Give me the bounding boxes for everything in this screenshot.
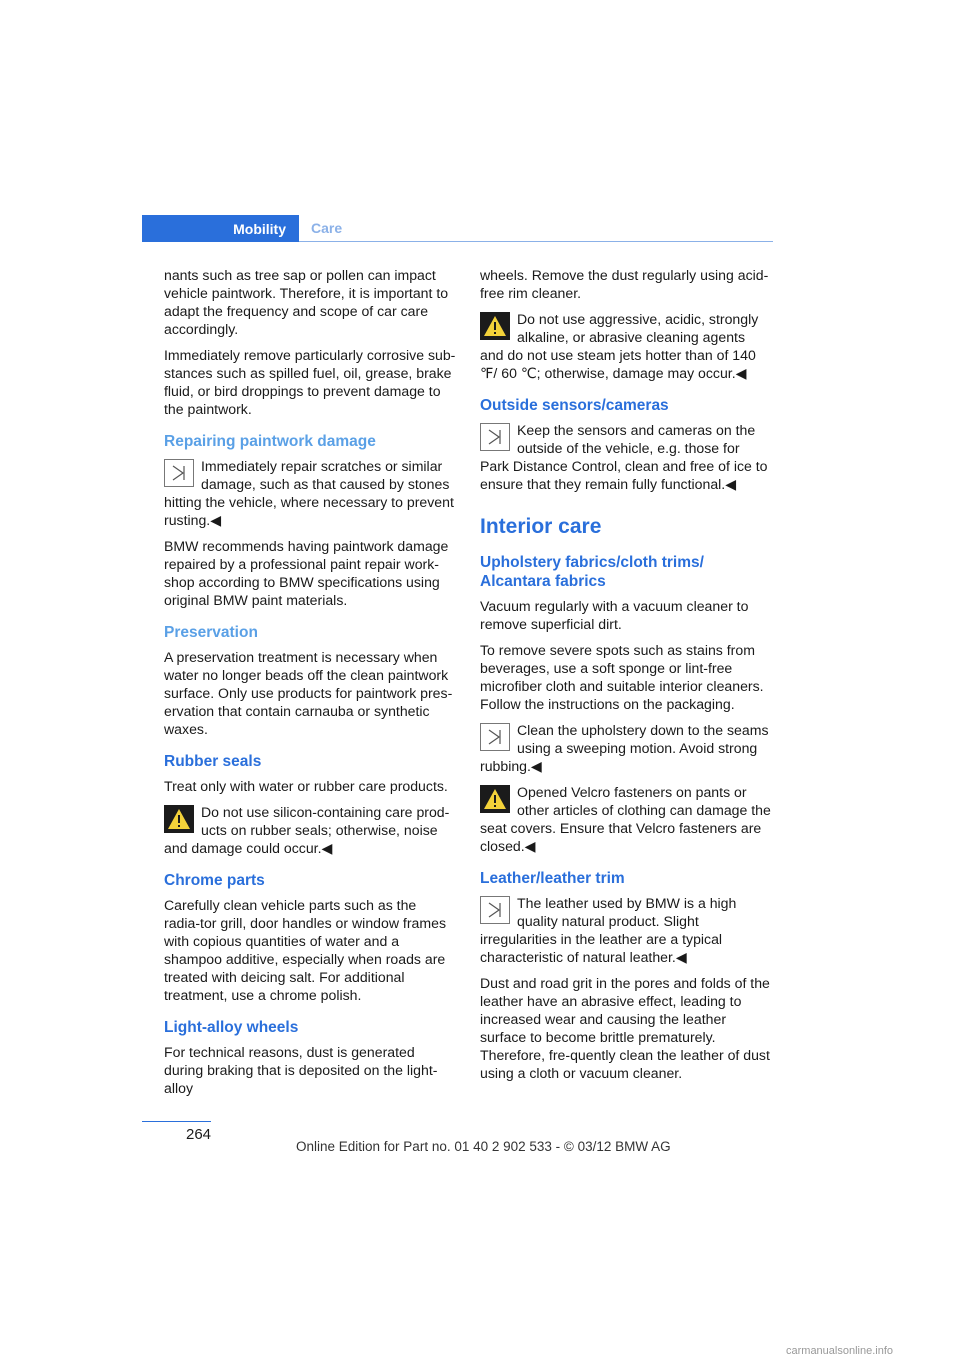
heading-preservation: Preservation — [164, 624, 258, 641]
paragraph: nants such as tree sap or pollen can impact vehicle paintwork. Therefore, it is important to adapt the frequency and scope of car care accordingly. — [164, 267, 449, 337]
heading-outside-sensors: Outside sensors/cameras — [480, 397, 669, 414]
warning-triangle-icon — [164, 805, 194, 833]
paragraph: Vacuum regularly with a vacuum cleaner to remove superficial dirt. — [480, 598, 749, 632]
warning-text: Do not use silicon-containing care prod-ucts on rubber seals; otherwise, noise and damage could occur.◀ — [164, 804, 450, 856]
note-arrow-icon — [164, 459, 194, 487]
section-tab-mobility: Mobility — [142, 215, 299, 242]
note-block — [480, 894, 772, 966]
note-block — [164, 457, 456, 529]
note-block — [480, 421, 772, 493]
heading-light-alloy-wheels: Light-alloy wheels — [164, 1019, 299, 1036]
note-text: Immediately repair scratches or similar damage, such as that caused by stones hitting the vehicle, where necessary to prevent rusting.◀ — [164, 458, 454, 528]
paragraph: A preservation treatment is necessary when water no longer beads off the clean paintwork surface. Only use products for paintwork pres-ervation that contain carnauba or synthetic waxes. — [164, 649, 453, 737]
paragraph: wheels. Remove the dust regularly using acid-free rim cleaner. — [480, 267, 769, 301]
heading-rubber-seals: Rubber seals — [164, 753, 262, 770]
paragraph: BMW recommends having paintwork damage repaired by a professional paint repair work-shop according to BMW specifications using original BMW paint materials. — [164, 538, 449, 608]
note-block — [480, 721, 772, 775]
watermark: carmanualsonline.info — [786, 1345, 894, 1357]
footer-rule — [142, 1121, 211, 1122]
right-column — [480, 266, 772, 1090]
heading-upholstery: Upholstery fabrics/cloth trims/ Alcantara fabrics — [480, 554, 704, 590]
page-header — [142, 215, 773, 243]
note-text: The leather used by BMW is a high quality natural product. Slight irregularities in the leather are a typical characteristic of natural leather.◀ — [480, 895, 737, 965]
note-arrow-icon — [480, 423, 510, 451]
heading-repairing-paintwork: Repairing paintwork damage — [164, 433, 376, 450]
paragraph: Treat only with water or rubber care products. — [164, 778, 448, 794]
note-text: Keep the sensors and cameras on the outside of the vehicle, e.g. those for Park Distance Control, clean and free of ice to ensure that they remain fully functional.◀ — [480, 422, 768, 492]
warning-text: Opened Velcro fasteners on pants or other articles of clothing can damage the seat covers. Ensure that Velcro fasteners are closed.◀ — [480, 784, 771, 854]
heading-interior-care: Interior care — [480, 515, 602, 538]
warning-triangle-icon — [480, 312, 510, 340]
heading-leather-trim: Leather/leather trim — [480, 870, 625, 887]
header-divider — [299, 241, 773, 242]
warning-block — [480, 783, 772, 855]
paragraph: Dust and road grit in the pores and folds of the leather have an abrasive effect, leading to increased wear and causing the leather surface to become brittle prematurely. Therefore, fre-quently clean the leather of dust using a cloth or vacuum cleaner. — [480, 975, 770, 1081]
paragraph: For technical reasons, dust is generated during braking that is deposited on the light-alloy — [164, 1044, 438, 1096]
warning-text: Do not use aggressive, acidic, strongly alkaline, or abrasive cleaning agents and do not use steam jets hotter than of 140 ℉/ 60 ℃; otherwise, damage may occur.◀ — [480, 311, 759, 381]
note-arrow-icon — [480, 723, 510, 751]
paragraph: Immediately remove particularly corrosive sub-stances such as spilled fuel, oil, grease, brake fluid, or bird droppings to prevent damage to the paintwork. — [164, 347, 456, 417]
note-text: Clean the upholstery down to the seams using a sweeping motion. Avoid strong rubbing.◀ — [480, 722, 769, 774]
subsection-tab-care: Care — [311, 220, 343, 236]
left-column — [164, 266, 456, 1105]
heading-chrome-parts: Chrome parts — [164, 872, 265, 889]
edition-footer: Online Edition for Part no. 01 40 2 902 533 - © 03/12 BMW AG — [296, 1139, 671, 1154]
page-number: 264 — [186, 1126, 212, 1143]
paragraph: To remove severe spots such as stains from beverages, use a soft sponge or lint-free microfiber cloth and suitable interior cleaners. Follow the instructions on the packaging. — [480, 642, 764, 712]
note-arrow-icon — [480, 896, 510, 924]
warning-block — [164, 803, 456, 857]
warning-block — [480, 310, 772, 382]
paragraph: Carefully clean vehicle parts such as the radia-tor grill, door handles or window frames with copious quantities of water and a shampoo additive, especially when roads are treated with deicing salt. For additional treatment, use a chrome polish. — [164, 897, 446, 1003]
warning-triangle-icon — [480, 785, 510, 813]
